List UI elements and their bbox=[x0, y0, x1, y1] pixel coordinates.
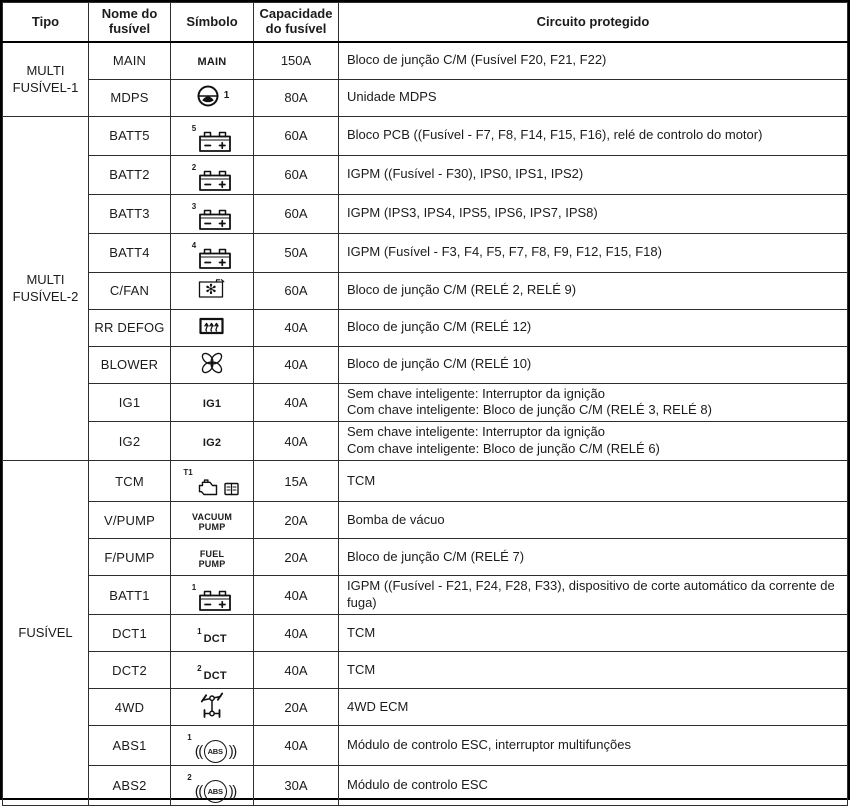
ig2-label bbox=[203, 438, 221, 449]
symbol-text-label: IG1 bbox=[202, 397, 222, 410]
symbol-text-line: FUEL bbox=[199, 549, 225, 560]
fuse-symbol-cell bbox=[171, 726, 254, 766]
table-row bbox=[3, 461, 848, 502]
table-row bbox=[3, 309, 848, 346]
protected-circuit-line: Bloco de junção C/M (RELÉ 10) bbox=[347, 356, 532, 372]
fuse-symbol-cell bbox=[171, 576, 254, 615]
protected-circuit-line: Sem chave inteligente: Interruptor da ignição bbox=[347, 385, 605, 401]
protected-circuit-line: IGPM ((Fusível - F30), IPS0, IPS1, IPS2) bbox=[347, 166, 584, 182]
fuse-name-cell: BATT4 bbox=[89, 233, 171, 272]
abs-paren-close: )) bbox=[228, 783, 236, 801]
symbol-text-label: DCT bbox=[203, 669, 227, 682]
fuse-capacity-cell: 150A bbox=[254, 42, 339, 79]
fuse-type-cell bbox=[3, 42, 89, 116]
fuse-symbol-cell bbox=[171, 42, 254, 79]
vacuum-pump-label bbox=[192, 513, 232, 532]
column-header bbox=[89, 3, 171, 43]
battery-icon bbox=[191, 583, 232, 612]
protected-circuit-line: Bloco PCB ((Fusível - F7, F8, F14, F15, F16), relé de controlo do motor) bbox=[347, 127, 763, 143]
fuse-name-cell: DCT1 bbox=[89, 615, 171, 652]
protected-circuit-cell bbox=[339, 116, 848, 155]
ig1-label bbox=[203, 399, 221, 410]
table-row bbox=[3, 79, 848, 116]
table-row bbox=[3, 116, 848, 155]
column-header-line: Capacidade bbox=[259, 6, 333, 22]
dct-label bbox=[197, 626, 227, 645]
fuse-name-cell: C/FAN bbox=[89, 272, 171, 309]
fuse-type-cell bbox=[3, 116, 89, 461]
fuse-symbol-cell bbox=[171, 346, 254, 383]
protected-circuit-line: Módulo de controlo ESC, interruptor multifunções bbox=[347, 737, 631, 753]
protected-circuit-cell bbox=[339, 233, 848, 272]
table-row bbox=[3, 502, 848, 539]
column-header-line: Símbolo bbox=[186, 13, 238, 29]
protected-circuit-line: Bomba de vácuo bbox=[347, 511, 445, 527]
fuse-symbol-cell bbox=[171, 689, 254, 726]
fuse-symbol-cell bbox=[171, 233, 254, 272]
symbol-text-lines bbox=[192, 513, 232, 532]
battery-icon bbox=[198, 209, 232, 231]
table-row bbox=[3, 155, 848, 194]
protected-circuit-cell bbox=[339, 539, 848, 576]
symbol-text-lines bbox=[199, 550, 226, 569]
symbol-superscript: T1 bbox=[183, 468, 193, 478]
fuse-capacity-cell: 40A bbox=[254, 726, 339, 766]
protected-circuit-line: Bloco de junção C/M (RELÉ 12) bbox=[347, 319, 532, 335]
fuse-symbol-cell bbox=[171, 502, 254, 539]
table-row bbox=[3, 652, 848, 689]
protected-circuit-cell bbox=[339, 422, 848, 461]
battery-icon bbox=[198, 170, 232, 192]
fuse-name-cell: BATT1 bbox=[89, 576, 171, 615]
fuse-name-cell: BLOWER bbox=[89, 346, 171, 383]
protected-circuit-cell bbox=[339, 502, 848, 539]
svg-text:✻: ✻ bbox=[205, 281, 217, 297]
fuse-capacity-cell: 40A bbox=[254, 383, 339, 422]
protected-circuit-cell bbox=[339, 615, 848, 652]
protected-circuit-line: Bloco de junção C/M (RELÉ 2, RELÉ 9) bbox=[347, 282, 577, 298]
fuse-capacity-cell: 20A bbox=[254, 689, 339, 726]
symbol-superscript: 1 bbox=[197, 626, 202, 636]
protected-circuit-cell bbox=[339, 652, 848, 689]
symbol-superscript: 2 bbox=[191, 162, 197, 172]
battery-icon bbox=[198, 590, 232, 612]
fuse-name-cell: BATT2 bbox=[89, 155, 171, 194]
fuel-pump-label bbox=[199, 550, 226, 569]
fuse-capacity-cell: 30A bbox=[254, 766, 339, 806]
drivetrain-4wd-icon bbox=[200, 692, 224, 719]
fuse-capacity-cell: 15A bbox=[254, 461, 339, 502]
fuse-table-body bbox=[3, 42, 848, 806]
fuse-symbol-cell bbox=[171, 539, 254, 576]
symbol-text-line: PUMP bbox=[198, 559, 226, 570]
protected-circuit-line: IGPM ((Fusível - F21, F24, F28, F33), dispositivo de corte automático da corrente de fuga) bbox=[347, 578, 835, 611]
fuse-name-cell: ABS2 bbox=[89, 766, 171, 806]
symbol-text-line: PUMP bbox=[198, 522, 226, 533]
protected-circuit-line: Sem chave inteligente: Interruptor da ignição bbox=[347, 424, 605, 440]
column-header-line: do fusível bbox=[265, 21, 327, 36]
fuse-symbol-cell bbox=[171, 272, 254, 309]
engine-book-icon bbox=[183, 468, 240, 499]
fuse-symbol-cell bbox=[171, 652, 254, 689]
abs-paren-open: (( bbox=[194, 743, 202, 761]
fuse-symbol-cell bbox=[171, 116, 254, 155]
battery-icon bbox=[198, 248, 232, 270]
protected-circuit-line: Com chave inteligente: Bloco de junção C/M (RELÉ 3, RELÉ 8) bbox=[347, 402, 712, 418]
abs-icon bbox=[187, 733, 236, 763]
fuse-symbol-cell bbox=[171, 79, 254, 116]
fuse-specification-table bbox=[2, 2, 848, 806]
protected-circuit-line: Unidade MDPS bbox=[347, 89, 437, 105]
fuse-capacity-cell: 60A bbox=[254, 155, 339, 194]
table-row bbox=[3, 576, 848, 615]
dct-label bbox=[197, 663, 227, 682]
protected-circuit-cell bbox=[339, 689, 848, 726]
fuse-name-cell: BATT5 bbox=[89, 116, 171, 155]
cooling-fan-icon bbox=[196, 277, 228, 301]
abs-paren-close: )) bbox=[228, 743, 236, 761]
fuse-capacity-cell: 60A bbox=[254, 272, 339, 309]
book-icon bbox=[225, 484, 238, 495]
fuse-name-cell: 4WD bbox=[89, 689, 171, 726]
fuse-capacity-cell: 40A bbox=[254, 576, 339, 615]
table-row bbox=[3, 615, 848, 652]
fuse-capacity-cell: 20A bbox=[254, 502, 339, 539]
battery-icon bbox=[191, 162, 232, 192]
protected-circuit-line: TCM bbox=[347, 661, 376, 677]
symbol-superscript: 5 bbox=[191, 123, 197, 133]
symbol-text-line: VACUUM bbox=[191, 512, 233, 523]
protected-circuit-line: TCM bbox=[347, 624, 376, 640]
protected-circuit-line: Bloco de junção C/M (Fusível F20, F21, F22) bbox=[347, 52, 607, 68]
protected-circuit-cell bbox=[339, 272, 848, 309]
battery-icon bbox=[191, 123, 232, 153]
fuse-symbol-cell bbox=[171, 309, 254, 346]
fuse-type-label: FUSÍVEL bbox=[18, 625, 73, 641]
protected-circuit-cell bbox=[339, 155, 848, 194]
protected-circuit-cell bbox=[339, 42, 848, 79]
column-header-line: Circuito protegido bbox=[536, 13, 650, 29]
column-header bbox=[254, 3, 339, 43]
fuse-name-cell: ABS1 bbox=[89, 726, 171, 766]
fuse-name-cell: IG1 bbox=[89, 383, 171, 422]
table-row bbox=[3, 272, 848, 309]
fuse-capacity-cell: 40A bbox=[254, 346, 339, 383]
header-row bbox=[3, 3, 848, 43]
protected-circuit-line: Módulo de controlo ESC bbox=[347, 777, 488, 793]
fuse-name-cell: TCM bbox=[89, 461, 171, 502]
fuse-capacity-cell: 60A bbox=[254, 194, 339, 233]
protected-circuit-line: IGPM (Fusível - F3, F4, F5, F7, F8, F9, F12, F15, F18) bbox=[347, 244, 662, 260]
symbol-superscript: 3 bbox=[191, 201, 197, 211]
fuse-type-label: MULTI bbox=[26, 62, 65, 78]
table-row bbox=[3, 726, 848, 766]
fuse-symbol-cell bbox=[171, 461, 254, 502]
battery-icon bbox=[198, 131, 232, 153]
table-row bbox=[3, 194, 848, 233]
protected-circuit-line: TCM bbox=[347, 472, 376, 488]
protected-circuit-cell bbox=[339, 461, 848, 502]
symbol-superscript: 2 bbox=[197, 663, 202, 673]
column-header-line: Tipo bbox=[31, 13, 60, 29]
fuse-capacity-cell: 50A bbox=[254, 233, 339, 272]
symbol-text-label: MAIN bbox=[197, 56, 227, 69]
protected-circuit-cell bbox=[339, 194, 848, 233]
protected-circuit-line: Com chave inteligente: Bloco de junção C/M (RELÉ 6) bbox=[347, 441, 660, 457]
table-row bbox=[3, 42, 848, 79]
fuse-name-cell: RR DEFOG bbox=[89, 309, 171, 346]
protected-circuit-cell bbox=[339, 383, 848, 422]
fuse-symbol-cell bbox=[171, 422, 254, 461]
steering-wheel-icon bbox=[195, 84, 221, 108]
column-header bbox=[3, 3, 89, 43]
fuse-name-cell: F/PUMP bbox=[89, 539, 171, 576]
fuse-symbol-cell bbox=[171, 155, 254, 194]
fuse-type-label: FUSÍVEL-2 bbox=[12, 289, 79, 305]
table-row bbox=[3, 539, 848, 576]
table-row bbox=[3, 689, 848, 726]
battery-icon bbox=[191, 201, 232, 231]
battery-icon bbox=[191, 240, 232, 270]
table-header bbox=[3, 3, 848, 43]
symbol-text-label: IG2 bbox=[202, 436, 222, 449]
protected-circuit-line: 4WD ECM bbox=[347, 698, 409, 714]
symbol-superscript: 1 bbox=[187, 733, 192, 743]
fuse-capacity-cell: 20A bbox=[254, 539, 339, 576]
drivetrain-4wd-icon bbox=[200, 692, 224, 719]
cooling-fan-icon bbox=[196, 277, 228, 301]
engine-icon bbox=[199, 480, 216, 494]
protected-circuit-cell bbox=[339, 346, 848, 383]
fuse-symbol-cell bbox=[171, 615, 254, 652]
rear-defogger-icon bbox=[198, 316, 226, 336]
fuse-type-cell bbox=[3, 461, 89, 806]
symbol-superscript: 2 bbox=[187, 773, 192, 783]
blower-fan-icon bbox=[199, 350, 225, 376]
rear-defogger-icon bbox=[198, 316, 226, 336]
protected-circuit-cell bbox=[339, 726, 848, 766]
protected-circuit-cell bbox=[339, 309, 848, 346]
fuse-capacity-cell: 80A bbox=[254, 79, 339, 116]
table-row bbox=[3, 346, 848, 383]
column-header-line: fusível bbox=[108, 21, 151, 36]
column-header-line: Nome do bbox=[101, 6, 158, 22]
fuse-capacity-cell: 40A bbox=[254, 422, 339, 461]
fuse-capacity-cell: 40A bbox=[254, 615, 339, 652]
fuse-capacity-cell: 40A bbox=[254, 309, 339, 346]
protected-circuit-cell bbox=[339, 576, 848, 615]
symbol-text-label: DCT bbox=[203, 632, 227, 645]
fuse-name-cell: BATT3 bbox=[89, 194, 171, 233]
table-row bbox=[3, 233, 848, 272]
steering-wheel-icon bbox=[195, 84, 230, 108]
blower-fan-icon bbox=[199, 350, 225, 376]
table-row bbox=[3, 383, 848, 422]
fuse-name-cell: DCT2 bbox=[89, 652, 171, 689]
fuse-type-label: MULTI bbox=[26, 271, 65, 287]
fuse-name-cell: MDPS bbox=[89, 79, 171, 116]
abs-icon: ABS bbox=[204, 740, 227, 763]
fuse-name-cell: IG2 bbox=[89, 422, 171, 461]
column-header bbox=[171, 3, 254, 43]
symbol-superscript: 1 bbox=[191, 583, 197, 593]
fuse-type-label: FUSÍVEL-1 bbox=[12, 80, 79, 96]
protected-circuit-line: Bloco de junção C/M (RELÉ 7) bbox=[347, 548, 525, 564]
protected-circuit-cell bbox=[339, 79, 848, 116]
abs-icon: ABS bbox=[204, 780, 227, 803]
fuse-capacity-cell: 40A bbox=[254, 652, 339, 689]
fuse-symbol-cell bbox=[171, 383, 254, 422]
engine-book-icon bbox=[195, 475, 241, 499]
symbol-superscript: 4 bbox=[191, 240, 197, 250]
table-row bbox=[3, 422, 848, 461]
steering-wheel-number: 1 bbox=[223, 90, 230, 101]
main-fuse-label bbox=[198, 57, 227, 68]
fuse-name-cell: V/PUMP bbox=[89, 502, 171, 539]
abs-paren-open: (( bbox=[194, 783, 202, 801]
column-header bbox=[339, 3, 848, 43]
fuse-symbol-cell bbox=[171, 194, 254, 233]
fuse-capacity-cell: 60A bbox=[254, 116, 339, 155]
fuse-name-cell: MAIN bbox=[89, 42, 171, 79]
protected-circuit-line: IGPM (IPS3, IPS4, IPS5, IPS6, IPS7, IPS8) bbox=[347, 205, 598, 221]
